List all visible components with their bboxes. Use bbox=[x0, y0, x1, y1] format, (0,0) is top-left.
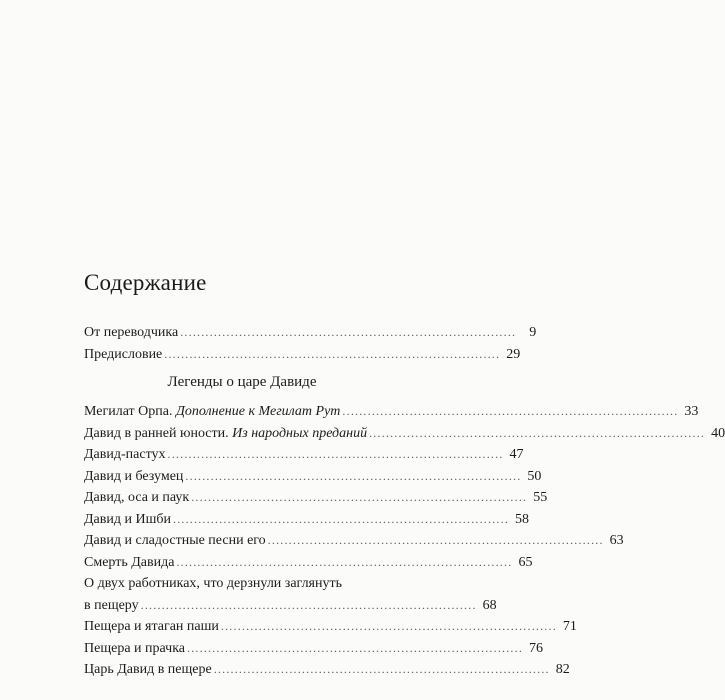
toc-entry-page: 63 bbox=[609, 533, 624, 548]
leader-dots: ................................................................................ bbox=[191, 490, 528, 504]
toc-entry-title bbox=[84, 659, 212, 681]
toc-entry-text: Давид в ранней юности. bbox=[84, 425, 233, 441]
toc-entry bbox=[84, 423, 725, 445]
toc-entry-page: 68 bbox=[482, 597, 497, 613]
toc-entry-page: 76 bbox=[529, 640, 544, 656]
toc-entry-page: 71 bbox=[562, 619, 577, 634]
toc-entry bbox=[84, 659, 570, 681]
leader-dots: ................................................................................ bbox=[342, 404, 679, 418]
leader-dots: ................................................................................ bbox=[173, 511, 509, 526]
toc-entry bbox=[84, 401, 699, 423]
toc-entry-title bbox=[84, 616, 219, 638]
toc-entry bbox=[84, 616, 577, 638]
toc-entry-page: 47 bbox=[509, 447, 524, 462]
toc-entry bbox=[84, 444, 524, 466]
toc-entry bbox=[84, 322, 537, 344]
toc-entry-text: Пещера и прачка bbox=[84, 640, 186, 656]
toc-entry-title bbox=[84, 444, 166, 466]
toc-entry-title bbox=[84, 487, 189, 509]
leader-dots: ................................................................................ bbox=[187, 640, 524, 655]
page-title: Содержание bbox=[84, 270, 207, 295]
toc-entry-title bbox=[84, 509, 171, 531]
leader-dots: ................................................................................ bbox=[176, 554, 513, 569]
toc-entry-title bbox=[84, 530, 266, 552]
toc-entry-text: в пещеру bbox=[84, 597, 139, 613]
toc-entry-page: 82 bbox=[555, 662, 570, 677]
toc-entry bbox=[84, 466, 542, 488]
toc-entry-title bbox=[84, 595, 139, 617]
toc-entry bbox=[84, 573, 400, 595]
toc-entry-page: 29 bbox=[506, 346, 521, 362]
toc-entry-page: 55 bbox=[533, 490, 548, 505]
toc-entries-list bbox=[84, 401, 725, 681]
toc-entry-text: Царь Давид в пещере bbox=[84, 662, 212, 677]
toc-entry-page: 40 bbox=[711, 425, 725, 441]
toc-entry-title bbox=[84, 466, 183, 488]
toc-entry-text: Пещера и ятаган паши bbox=[84, 619, 219, 634]
toc-entry bbox=[84, 509, 529, 531]
toc-entry-text: Давид-пастух bbox=[84, 447, 166, 462]
toc-entry-subtitle: Дополнение к Мегилат Рут bbox=[175, 404, 341, 419]
toc-entry-text: Давид и сладостные песни его bbox=[84, 533, 266, 548]
toc-entry bbox=[84, 487, 548, 509]
leader-dots: ................................................................................ bbox=[267, 533, 604, 547]
toc-entry-title: От переводчика bbox=[84, 325, 179, 340]
leader-dots: ................................................................................ bbox=[185, 468, 522, 483]
leader-dots: ................................................................................ bbox=[220, 619, 557, 633]
toc-entry bbox=[84, 638, 544, 660]
toc-entry-text: Мегилат Орпа. bbox=[84, 404, 176, 419]
toc-entry bbox=[84, 552, 533, 574]
toc-entry-text: Смерть Давида bbox=[84, 554, 175, 570]
toc-entry-title bbox=[84, 401, 340, 423]
leader-dots: ................................................................................ bbox=[369, 425, 706, 440]
toc-entry-title bbox=[84, 552, 174, 574]
toc-entry bbox=[84, 595, 497, 617]
toc-entry-text: О двух работниках, что дерзнули заглянуть bbox=[84, 576, 342, 591]
toc-entry bbox=[84, 344, 521, 366]
toc-entry-text: Давид и Ишби bbox=[84, 511, 171, 527]
leader-dots: ................................................................................ bbox=[140, 597, 477, 612]
leader-dots: ................................................................................ bbox=[213, 662, 550, 676]
leader-dots: ................................................................................ bbox=[164, 346, 501, 361]
toc-entry-page: 9 bbox=[529, 325, 537, 340]
toc-entry-title bbox=[84, 638, 185, 660]
toc-entry-page: 50 bbox=[527, 468, 542, 484]
front-matter-list bbox=[84, 322, 537, 365]
toc-entry-subtitle: Из народных преданий bbox=[232, 425, 368, 441]
toc-entry-title bbox=[84, 423, 367, 445]
toc-entry-page: 58 bbox=[515, 511, 529, 527]
leader-dots: ................................................................................ bbox=[180, 325, 517, 339]
toc-entry-title bbox=[84, 573, 342, 595]
section-heading: Легенды о царе Давиде bbox=[167, 374, 317, 390]
toc-entry-page: 65 bbox=[518, 554, 533, 570]
toc-entry-title: Предисловие bbox=[84, 346, 163, 362]
toc-entry-text: Давид и безумец bbox=[84, 468, 184, 484]
toc-entry bbox=[84, 530, 624, 552]
toc-entry-page: 33 bbox=[684, 404, 699, 419]
leader-dots: ................................................................................ bbox=[167, 447, 504, 461]
toc-entry-text: Давид, оса и паук bbox=[84, 490, 190, 505]
